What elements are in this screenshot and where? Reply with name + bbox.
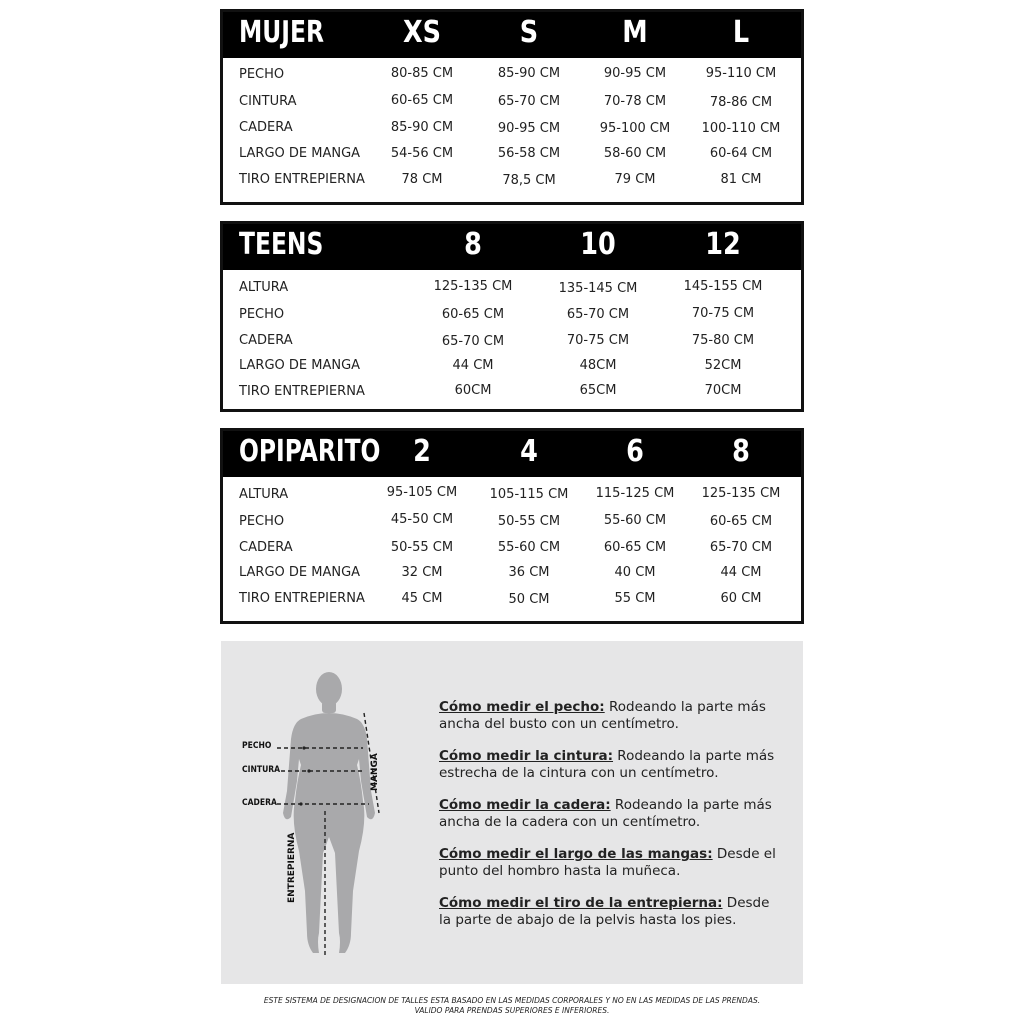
table-cell: 32 CM	[401, 565, 443, 580]
table-cell: 125-135 CM	[433, 279, 513, 294]
table-cell: 60-64 CM	[709, 146, 773, 161]
table-cell: 78,5 CM	[502, 173, 556, 188]
table-cell: 85-90 CM	[390, 120, 454, 135]
footnote-line: ESTE SISTEMA DE DESIGNACION DE TALLES ESTA BASADO EN LAS MEDIDAS CORPORALES Y NO EN LAS MEDIDAS DE LAS PRENDAS.	[263, 996, 761, 1005]
cadera-marker	[299, 802, 302, 805]
table-cell: 90-95 CM	[497, 121, 561, 136]
pecho-marker	[302, 746, 305, 749]
table-cell: 36 CM	[508, 565, 550, 580]
row-label: ALTURA	[239, 487, 289, 502]
row-label: TIRO ENTREPIERNA	[239, 591, 365, 606]
manga-label: MANGA	[370, 753, 380, 791]
table-cell: 55 CM	[614, 591, 656, 606]
table-cell: 65-70 CM	[709, 540, 773, 555]
entrepierna-label: ENTREPIERNA	[287, 832, 297, 903]
size-header: M	[622, 15, 648, 50]
table-cell: 60-65 CM	[603, 540, 667, 555]
table-cell: 70-75 CM	[566, 333, 630, 348]
table-cell: 52CM	[704, 358, 742, 373]
row-label: CADERA	[239, 540, 293, 555]
cadera-label: CADERA	[242, 798, 277, 808]
table-header	[223, 224, 801, 270]
table-cell: 48CM	[579, 358, 617, 373]
size-header: 8	[732, 434, 750, 469]
table-cell: 125-135 CM	[701, 486, 781, 501]
guide-item-pecho: Cómo medir el pecho: Rodeando la parte más ancha del busto con un centímetro.	[439, 699, 766, 732]
row-label: PECHO	[239, 67, 285, 82]
size-table-mujer	[220, 9, 804, 205]
row-label: LARGO DE MANGA	[239, 146, 361, 161]
table-cell: 70-75 CM	[691, 306, 755, 321]
guide-item-entrepierna: Cómo medir el tiro de la entrepierna: Desde la parte de abajo de la pelvis hasta los pies.	[439, 895, 770, 928]
table-cell: 78-86 CM	[709, 95, 773, 110]
body-figure-illustration	[221, 641, 421, 984]
table-cell: 45 CM	[401, 591, 443, 606]
guide-item-cintura: Cómo medir la cintura: Rodeando la parte más estrecha de la cintura con un centímetro.	[439, 748, 775, 781]
row-label: CINTURA	[239, 94, 297, 109]
row-label: ALTURA	[239, 280, 289, 295]
table-cell: 100-110 CM	[701, 121, 781, 136]
table-cell: 50-55 CM	[497, 514, 561, 529]
table-cell: 50 CM	[508, 592, 550, 607]
row-label: PECHO	[239, 514, 285, 529]
table-cell: 60 CM	[720, 591, 762, 606]
table-cell: 45-50 CM	[390, 512, 454, 527]
size-table-opiparito	[220, 428, 804, 624]
size-header: 4	[520, 434, 538, 469]
table-cell: 60-65 CM	[390, 93, 454, 108]
table-cell: 95-100 CM	[599, 121, 671, 136]
table-cell: 44 CM	[720, 565, 762, 580]
table-cell: 75-80 CM	[691, 333, 755, 348]
guide-instructions	[439, 699, 779, 944]
table-header	[223, 12, 801, 58]
size-header: S	[519, 15, 539, 50]
size-header: L	[732, 15, 750, 50]
footnote	[0, 996, 1024, 1016]
row-label: TIRO ENTREPIERNA	[239, 172, 365, 187]
size-header: 2	[413, 434, 431, 469]
guide-item-cadera: Cómo medir la cadera: Rodeando la parte más ancha de la cadera con un centímetro.	[439, 797, 772, 830]
footnote-line: VALIDO PARA PRENDAS SUPERIORES E INFERIORES.	[414, 1006, 610, 1015]
table-cell: 70CM	[704, 383, 742, 398]
table-cell: 65-70 CM	[566, 307, 630, 322]
table-cell: 65-70 CM	[441, 334, 505, 349]
guide-item-manga: Cómo medir el largo de las mangas: Desde el punto del hombro hasta la muñeca.	[439, 846, 776, 879]
table-cell: 65CM	[579, 383, 617, 398]
table-cell: 40 CM	[614, 565, 656, 580]
table-title: OPIPARITO	[239, 434, 381, 469]
table-cell: 58-60 CM	[603, 146, 667, 161]
size-header: 10	[580, 227, 616, 262]
size-table-teens	[220, 221, 804, 412]
table-cell: 56-58 CM	[497, 146, 561, 161]
table-cell: 95-110 CM	[705, 66, 777, 81]
table-cell: 44 CM	[452, 358, 494, 373]
table-title: MUJER	[239, 15, 325, 50]
measurement-guide	[221, 641, 803, 984]
cintura-label: CINTURA	[242, 765, 281, 775]
size-header: XS	[402, 15, 442, 50]
size-header: 12	[705, 227, 741, 262]
table-cell: 135-145 CM	[558, 281, 638, 296]
table-cell: 78 CM	[401, 172, 443, 187]
table-title: TEENS	[239, 227, 324, 262]
table-cell: 81 CM	[720, 172, 762, 187]
row-label: CADERA	[239, 120, 293, 135]
table-cell: 115-125 CM	[595, 486, 675, 501]
table-cell: 70-78 CM	[603, 94, 667, 109]
size-header: 6	[626, 434, 644, 469]
table-cell: 79 CM	[614, 172, 656, 187]
body-silhouette	[283, 672, 375, 953]
table-cell: 145-155 CM	[683, 279, 763, 294]
table-cell: 105-115 CM	[489, 487, 569, 502]
size-header: 8	[464, 227, 482, 262]
table-cell: 50-55 CM	[390, 540, 454, 555]
table-cell: 60CM	[454, 383, 492, 398]
table-header	[223, 431, 801, 477]
table-cell: 95-105 CM	[386, 485, 458, 500]
table-cell: 85-90 CM	[497, 66, 561, 81]
table-cell: 90-95 CM	[603, 66, 667, 81]
table-cell: 55-60 CM	[603, 513, 667, 528]
table-cell: 65-70 CM	[497, 94, 561, 109]
pecho-label: PECHO	[242, 741, 272, 751]
row-label: LARGO DE MANGA	[239, 565, 361, 580]
table-cell: 60-65 CM	[441, 307, 505, 322]
table-cell: 55-60 CM	[497, 540, 561, 555]
table-cell: 54-56 CM	[390, 146, 454, 161]
table-cell: 80-85 CM	[390, 66, 454, 81]
row-label: TIRO ENTREPIERNA	[239, 384, 365, 399]
row-label: LARGO DE MANGA	[239, 358, 361, 373]
cintura-marker	[307, 769, 310, 772]
table-cell: 60-65 CM	[709, 514, 773, 529]
row-label: CADERA	[239, 333, 293, 348]
row-label: PECHO	[239, 307, 285, 322]
